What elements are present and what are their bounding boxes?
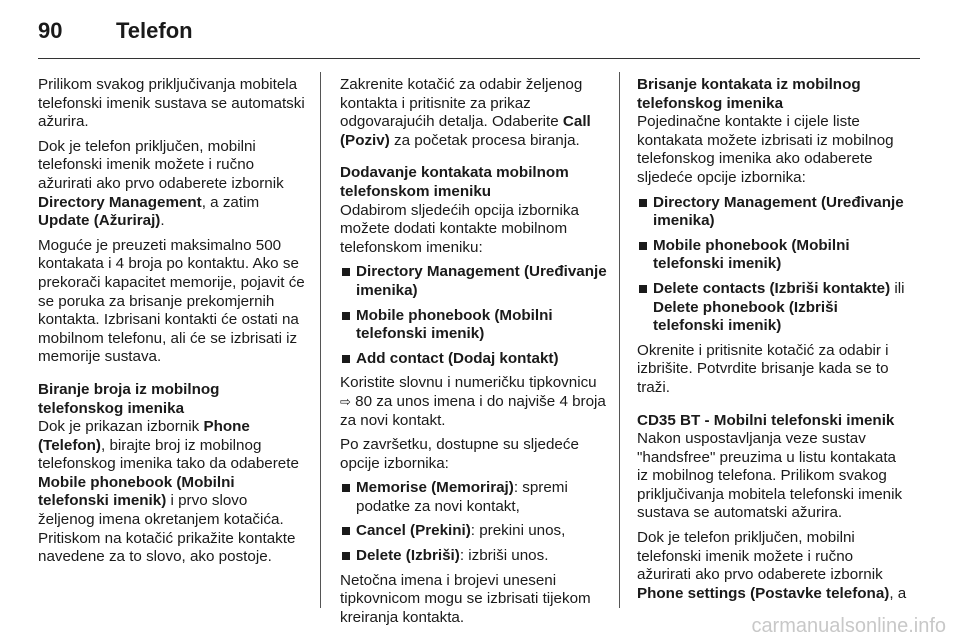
paragraph — [340, 374, 608, 430]
list-item — [340, 522, 608, 541]
column-3 — [637, 76, 907, 609]
bullet-icon — [342, 527, 350, 535]
list-item — [340, 263, 608, 300]
paragraph: Odabirom sljedećih opcija izbornika možete dodati kontakte mobilnom telefonskom imeniku: — [340, 201, 579, 256]
list-item — [637, 194, 907, 231]
menu-ref: Directory Management (Uređivanje imenika) — [356, 263, 607, 299]
bullet-icon — [639, 242, 647, 250]
menu-ref: Mobile phonebook (Mobilni telefonski imenik) — [653, 236, 850, 273]
column-2 — [340, 76, 608, 633]
menu-list — [340, 263, 608, 368]
text: , a — [889, 584, 907, 602]
option-list — [340, 479, 608, 565]
paragraph: Pojedinačne kontakte i cijele liste kontakata možete izbrisati iz mobilnog telefonskog imenika ako odaberete sljedeće opcije izbornika: — [637, 113, 894, 186]
text: za početak procesa biranja. — [389, 131, 580, 149]
text: Dok je telefon priključen, mobilni telefonski imenik možete i ručno ažurirati ako prvo odaberete izbornik — [637, 529, 883, 584]
list-item — [340, 479, 608, 516]
section-heading: Dodavanje kontakata mobilnom telefonskom imeniku — [340, 164, 569, 200]
running-title: Telefon — [116, 18, 193, 43]
list-item — [340, 350, 608, 369]
menu-ref: Directory Management — [38, 193, 202, 211]
bullet-icon — [342, 268, 350, 276]
bullet-icon — [342, 312, 350, 320]
menu-ref: Call (Poziv) — [340, 113, 591, 149]
bullet-icon — [639, 199, 647, 207]
menu-list — [637, 194, 907, 336]
arrow-right-icon: ⇨ — [340, 393, 351, 409]
menu-ref: Phone settings (Postavke telefona) — [637, 584, 890, 602]
text: : prekini unos, — [470, 522, 566, 540]
bullet-icon — [342, 552, 350, 560]
page-number: 90 — [38, 18, 63, 43]
text: Dok je telefon priključen, mobilni telefonski imenik možete i ručno ažurirati ako prvo odaberete izbornik — [38, 137, 284, 192]
paragraph: Okrenite i pritisnite kotačić za odabir i izbrišite. Potvrdite brisanje kada se to traži. — [637, 341, 889, 396]
paragraph: Po završetku, dostupne su sljedeće opcije izbornika: — [340, 436, 579, 472]
list-item — [340, 307, 608, 344]
menu-ref: Mobile phonebook (Mobilni telefonski imenik) — [38, 473, 235, 510]
menu-ref: Memorise (Memoriraj) — [356, 479, 514, 497]
watermark: carmanualsonline.info — [751, 615, 946, 637]
paragraph: Prilikom svakog priključivanja mobitela telefonski imenik sustava se automatski ažurira. — [38, 76, 305, 131]
text: , birajte broj iz mobilnog telefonskog imenika tako da odaberete — [38, 436, 299, 473]
text: : izbriši unos. — [459, 547, 549, 565]
page-header — [38, 18, 918, 48]
text: , a zatim — [201, 193, 260, 211]
text: : spremi podatke za novi kontakt, — [356, 479, 568, 515]
text: ili — [890, 279, 905, 297]
menu-ref: Delete phonebook (Izbriši telefonski imenik) — [653, 298, 838, 335]
menu-ref: Update (Ažuriraj) — [38, 212, 161, 230]
menu-ref: Delete (Izbriši) — [356, 547, 460, 565]
bullet-icon — [342, 484, 350, 492]
paragraph: Moguće je preuzeti maksimalno 500 kontakata i 4 broja po kontaktu. Ako se prekorači kapacitet memorije, pojavit će se poruka za brisanje prekomjernih kontakta. Izbrisani kontakti će ostati na mobilnom telefonu, ali će se izbrisati iz memorije sustava. — [38, 236, 305, 366]
paragraph — [637, 529, 907, 603]
text: i prvo slovo željenog imena okretanjem kotačića. Pritiskom na kotačić prikažite kontakte navedene za to slovo, ako postoje. — [38, 492, 296, 566]
list-item — [340, 547, 608, 566]
text: 80 za unos imena i do najviše 4 broja za novi kontakt. — [340, 392, 606, 429]
bullet-icon — [639, 285, 647, 293]
column-divider-2 — [619, 72, 620, 608]
bullet-icon — [342, 355, 350, 363]
section-heading: Brisanje kontakata iz mobilnog telefonskog imenika — [637, 76, 861, 112]
menu-ref: Mobile phonebook (Mobilni telefonski imenik) — [356, 306, 553, 343]
text: . — [160, 212, 165, 230]
menu-ref: Phone (Telefon) — [38, 418, 250, 454]
list-item — [637, 280, 907, 336]
menu-ref: Delete contacts (Izbriši kontakte) — [653, 279, 891, 297]
menu-ref: Cancel (Prekini) — [356, 522, 471, 540]
paragraph — [38, 138, 308, 231]
paragraph: Netočna imena i brojevi uneseni tipkovnicom mogu se izbrisati tijekom kreiranja kontakta. — [340, 571, 591, 626]
text: Koristite slovnu i numeričku tipkovnicu — [340, 374, 597, 392]
menu-ref: Directory Management (Uređivanje imenika) — [653, 193, 904, 230]
menu-ref: Add contact (Dodaj kontakt) — [356, 349, 559, 367]
column-1 — [38, 76, 308, 573]
section-heading: Biranje broja iz mobilnog telefonskog imenika — [38, 380, 220, 417]
text: Zakrenite kotačić za odabir željenog kontakta i pritisnite za prikaz odgovarajućih detalja. Odaberite — [340, 76, 583, 131]
paragraph: Nakon uspostavljanja veze sustav "handsfree" preuzima u listu kontakata iz mobilnog telefona. Prilikom svakog priključivanja mobitela telefonski imenik sustava se automatski ažurira. — [637, 430, 903, 522]
header-divider — [38, 58, 920, 59]
paragraph — [340, 76, 608, 150]
column-divider-1 — [320, 72, 321, 608]
paragraph — [38, 418, 308, 567]
text: Dok je prikazan izbornik — [38, 418, 204, 436]
section-heading: CD35 BT - Mobilni telefonski imenik — [637, 411, 895, 429]
list-item — [637, 237, 907, 274]
